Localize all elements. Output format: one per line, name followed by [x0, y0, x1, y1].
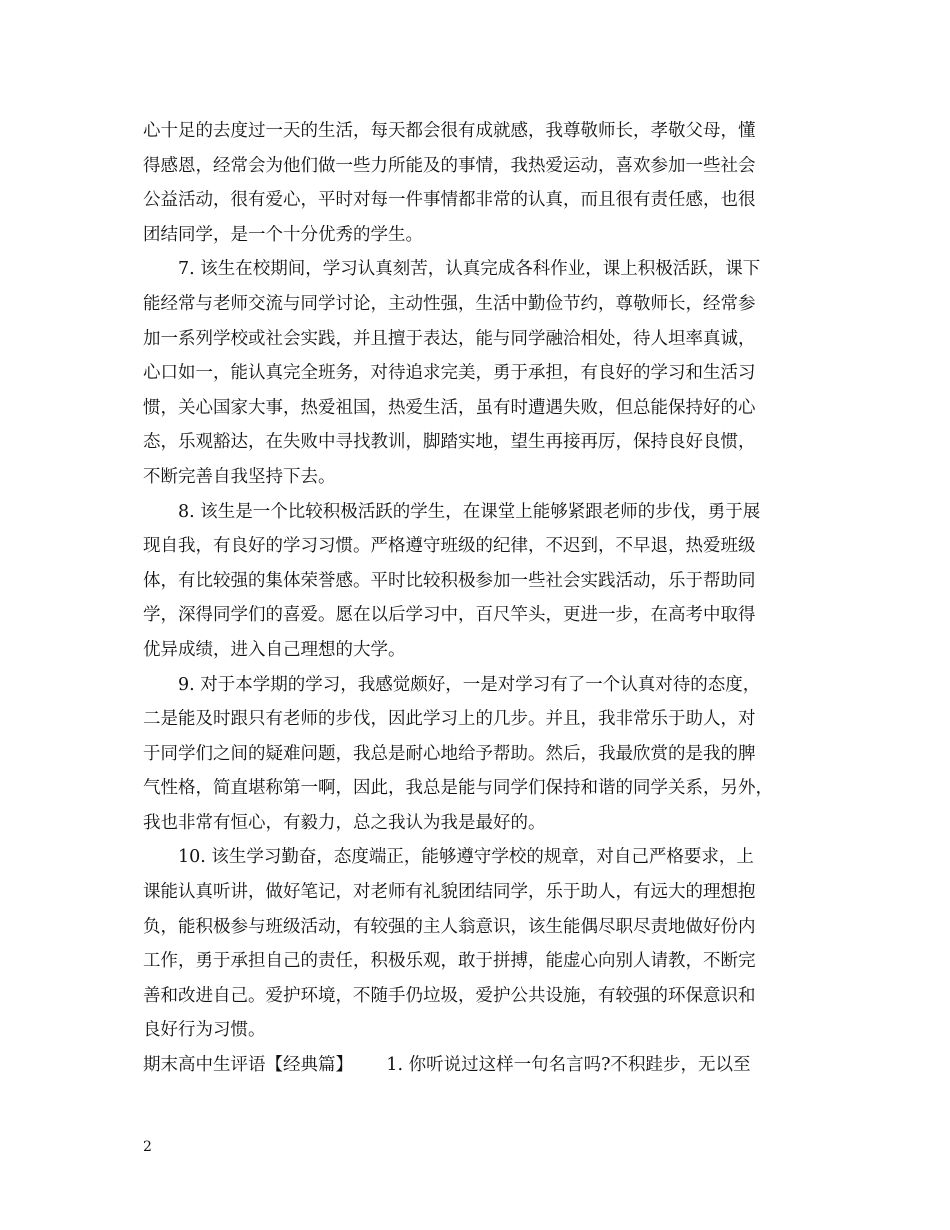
section-line	[143, 1048, 823, 1083]
paragraph-continued	[143, 114, 823, 252]
document-body	[143, 114, 823, 1083]
text-line: 加一系列学校或社会实践，并且擅于表达，能与同学融洽相处，待人坦率真诚，	[143, 328, 756, 349]
paragraph-item-10	[143, 840, 823, 1048]
section-heading-line	[143, 1048, 823, 1083]
text-line: 二是能及时跟只有老师的步伐，因此学习上的几步。并且，我非常乐于助人，对	[143, 709, 756, 730]
text-line: 良好行为习惯。	[143, 1020, 266, 1041]
text-line: 公益活动，很有爱心，平时对每一件事情都非常的认真，而且很有责任感，也很	[143, 190, 756, 211]
text-line: 善和改进自己。爱护环境，不随手仍垃圾，爱护公共设施，有较强的环保意识和	[143, 985, 756, 1006]
section-first-text: 1. 你听说过这样一句名言吗?不积跬步，无以至	[386, 1055, 751, 1076]
section-heading: 期末高中生评语【经典篇】	[143, 1055, 353, 1076]
text-line: 学，深得同学们的喜爱。愿在以后学习中，百尺竿头，更进一步，在高考中取得	[143, 605, 756, 626]
text-line: 心十足的去度过一天的生活，每天都会很有成就感，我尊敬师长，孝敬父母，懂	[143, 121, 756, 141]
page-number: 2	[143, 1139, 152, 1155]
text-line: 我也非常有恒心，有毅力，总之我认为我是最好的。	[143, 812, 546, 833]
paragraph-item-7	[143, 252, 823, 494]
text-line: 优异成绩，进入自己理想的大学。	[143, 639, 406, 660]
text-line: 气性格，简直堪称第一啊，因此，我总是能与同学们保持和谐的同学关系，另外，	[143, 778, 773, 799]
text-line: 心口如一，能认真完全班务，对待追求完美，勇于承担，有良好的学习和生活习	[143, 363, 756, 384]
text-line: 8. 该生是一个比较积极活跃的学生，在课堂上能够紧跟老师的步伐，勇于展	[178, 501, 761, 522]
text-line: 态，乐观豁达，在失败中寻找教训，脚踏实地，望生再接再厉，保持良好良惯，	[143, 432, 756, 453]
text-line: 7. 该生在校期间，学习认真刻苦，认真完成各科作业，课上积极活跃，课下	[178, 259, 761, 280]
text-line: 负，能积极参与班级活动，有较强的主人翁意识，该生能偶尽职尽责地做好份内	[143, 916, 756, 937]
text-line: 10. 该生学习勤奋，态度端正，能够遵守学校的规章，对自己严格要求，上	[178, 847, 754, 868]
text-line: 体，有比较强的集体荣誉感。平时比较积极参加一些社会实践活动，乐于帮助同	[143, 570, 756, 591]
text-line: 惯，关心国家大事，热爱祖国，热爱生活，虽有时遭遇失败，但总能保持好的心	[143, 397, 756, 418]
text-line: 得感恩，经常会为他们做一些力所能及的事情，我热爱运动，喜欢参加一些社会	[143, 155, 756, 176]
text-line: 9. 对于本学期的学习，我感觉颇好，一是对学习有了一个认真对待的态度，	[178, 674, 761, 695]
paragraph-item-9	[143, 668, 823, 841]
text-line: 于同学们之间的疑难问题，我总是耐心地给予帮助。然后，我最欣赏的是我的脾	[143, 743, 756, 764]
paragraph-item-8	[143, 495, 823, 668]
text-line: 课能认真听讲，做好笔记，对老师有礼貌团结同学，乐于助人，有远大的理想抱	[143, 882, 756, 903]
text-line: 不断完善自我坚持下去。	[143, 466, 336, 487]
text-line: 工作，勇于承担自己的责任，积极乐观，敢于拼搏，能虚心向别人请教，不断完	[143, 951, 756, 972]
text-line: 现自我，有良好的学习习惯。严格遵守班级的纪律，不迟到，不早退，热爱班级	[143, 536, 756, 557]
text-line: 能经常与老师交流与同学讨论，主动性强，生活中勤俭节约，尊敬师长，经常参	[143, 293, 756, 314]
text-line: 团结同学，是一个十分优秀的学生。	[143, 224, 423, 245]
